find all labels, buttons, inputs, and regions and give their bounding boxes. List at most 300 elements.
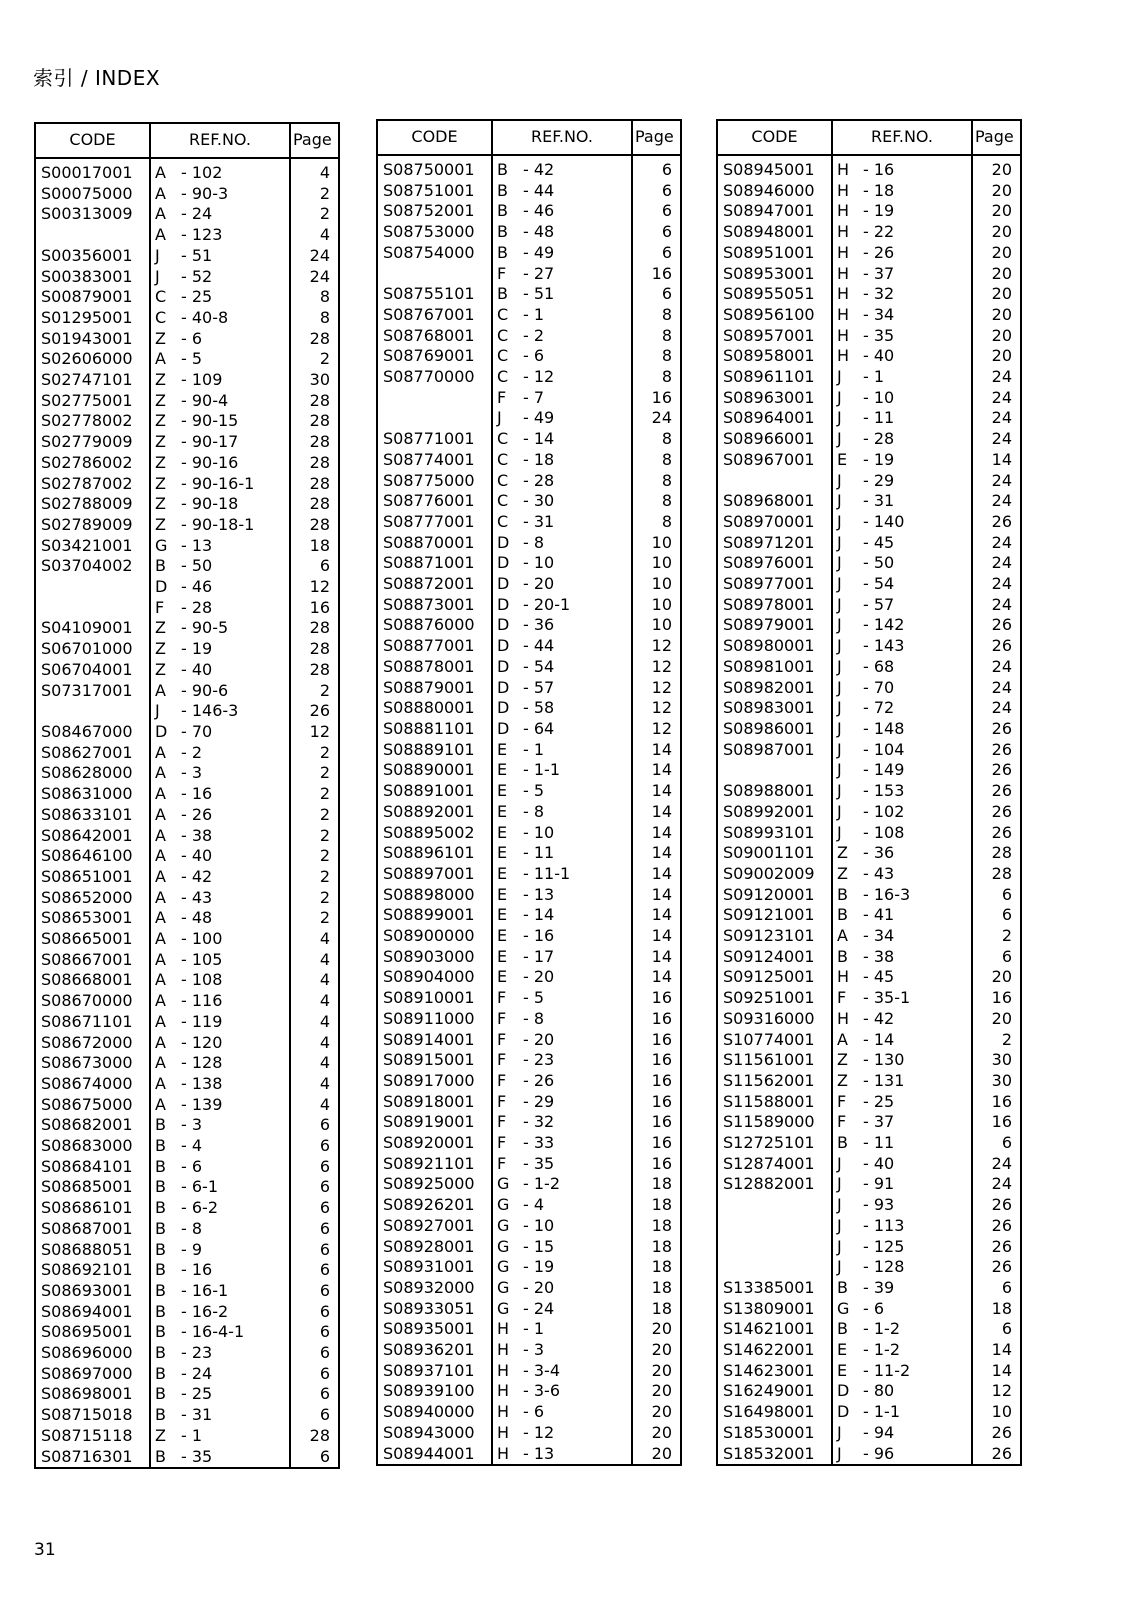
ref-section-letter: E bbox=[497, 843, 508, 863]
ref-number: - 14 bbox=[523, 905, 555, 925]
code-cell: S08951001 bbox=[718, 243, 832, 264]
table-row bbox=[378, 326, 680, 347]
table-row bbox=[378, 155, 680, 181]
table-row bbox=[718, 636, 1020, 657]
page-cell: 24 bbox=[991, 1174, 1012, 1194]
table-row bbox=[718, 740, 1020, 761]
page-cell: 12 bbox=[991, 1381, 1012, 1401]
table-row bbox=[718, 1154, 1020, 1175]
page-cell: 24 bbox=[991, 429, 1012, 449]
ref-no-cell bbox=[492, 1050, 632, 1071]
ref-section-letter: F bbox=[155, 597, 165, 617]
ref-number: - 90-4 bbox=[181, 390, 229, 410]
ref-section-letter: J bbox=[837, 491, 842, 511]
ref-section-letter: J bbox=[837, 822, 842, 842]
table-row bbox=[36, 846, 338, 867]
ref-no-cell bbox=[492, 305, 632, 326]
ref-number: - 22 bbox=[863, 222, 895, 242]
table-row bbox=[378, 781, 680, 802]
ref-section-letter: C bbox=[497, 429, 509, 449]
table-row bbox=[36, 349, 338, 370]
page-cell: 26 bbox=[991, 1215, 1012, 1235]
ref-number: - 68 bbox=[863, 656, 895, 676]
table-row bbox=[36, 287, 338, 308]
table-row bbox=[378, 284, 680, 305]
code-cell: S08896101 bbox=[378, 843, 492, 864]
page-cell: 2 bbox=[319, 349, 330, 369]
table-row bbox=[36, 1447, 338, 1468]
page-cell: 18 bbox=[651, 1236, 672, 1256]
code-cell: S13385001 bbox=[718, 1278, 832, 1299]
ref-no-cell bbox=[832, 243, 972, 264]
ref-no-cell bbox=[150, 1198, 290, 1219]
ref-section-letter: B bbox=[155, 1177, 166, 1197]
table-row bbox=[718, 1381, 1020, 1402]
ref-no-cell bbox=[492, 1071, 632, 1092]
ref-section-letter: A bbox=[155, 949, 166, 969]
ref-number: - 116 bbox=[181, 991, 223, 1011]
code-cell: S08633101 bbox=[36, 805, 150, 826]
ref-section-letter: B bbox=[155, 1136, 166, 1156]
ref-section-letter: C bbox=[497, 346, 509, 366]
ref-section-letter: D bbox=[497, 677, 510, 697]
ref-no-cell bbox=[150, 349, 290, 370]
ref-section-letter: J bbox=[497, 408, 502, 428]
table-row bbox=[718, 264, 1020, 285]
table-row bbox=[36, 888, 338, 909]
code-cell: S08627001 bbox=[36, 743, 150, 764]
ref-section-letter: F bbox=[497, 988, 507, 1008]
table-row bbox=[36, 453, 338, 474]
code-cell: S08979001 bbox=[718, 615, 832, 636]
code-cell: S08682001 bbox=[36, 1115, 150, 1136]
ref-no-cell bbox=[492, 429, 632, 450]
table-row bbox=[718, 222, 1020, 243]
ref-number: - 44 bbox=[523, 180, 555, 200]
ref-section-letter: B bbox=[837, 1133, 848, 1153]
ref-number: - 31 bbox=[181, 1405, 213, 1425]
ref-section-letter: F bbox=[497, 1112, 507, 1132]
page-cell: 8 bbox=[661, 511, 672, 531]
ref-no-cell bbox=[832, 864, 972, 885]
table-row bbox=[718, 843, 1020, 864]
ref-section-letter: A bbox=[155, 183, 166, 203]
page-cell: 12 bbox=[651, 636, 672, 656]
page-cell: 8 bbox=[661, 325, 672, 345]
code-cell: S08910001 bbox=[378, 988, 492, 1009]
page-cell: 14 bbox=[991, 1360, 1012, 1380]
code-cell: S00017001 bbox=[36, 158, 150, 184]
ref-number: - 70 bbox=[181, 721, 213, 741]
ref-section-letter: E bbox=[497, 967, 508, 987]
page-cell: 24 bbox=[991, 553, 1012, 573]
ref-number: - 36 bbox=[863, 843, 895, 863]
ref-section-letter: J bbox=[837, 429, 842, 449]
ref-number: - 4 bbox=[523, 1195, 545, 1215]
ref-no-cell bbox=[832, 1299, 972, 1320]
ref-number: - 25 bbox=[863, 1091, 895, 1111]
ref-no-cell bbox=[492, 1133, 632, 1154]
ref-no-cell bbox=[832, 740, 972, 761]
code-cell: S09251001 bbox=[718, 988, 832, 1009]
ref-section-letter: C bbox=[497, 511, 509, 531]
page-cell: 26 bbox=[991, 511, 1012, 531]
ref-no-cell bbox=[492, 864, 632, 885]
ref-section-letter: A bbox=[155, 970, 166, 990]
code-cell: S14622001 bbox=[718, 1340, 832, 1361]
ref-no-cell bbox=[150, 1322, 290, 1343]
ref-section-letter: G bbox=[497, 1298, 510, 1318]
ref-number: - 24 bbox=[523, 1298, 555, 1318]
index-table-2 bbox=[376, 119, 682, 1466]
code-cell: S08987001 bbox=[718, 740, 832, 761]
code-cell: S00356001 bbox=[36, 246, 150, 267]
page-cell: 2 bbox=[319, 908, 330, 928]
page-cell: 2 bbox=[319, 804, 330, 824]
page-cell: 6 bbox=[319, 1446, 330, 1466]
table-row bbox=[718, 1402, 1020, 1423]
page-cell: 6 bbox=[319, 1177, 330, 1197]
page-cell: 4 bbox=[319, 1032, 330, 1052]
table-row bbox=[36, 929, 338, 950]
ref-number: - 1-2 bbox=[863, 1340, 900, 1360]
ref-no-cell bbox=[150, 1157, 290, 1178]
page-cell: 4 bbox=[319, 970, 330, 990]
page-cell: 6 bbox=[319, 1136, 330, 1156]
code-cell bbox=[378, 408, 492, 429]
ref-no-cell bbox=[150, 329, 290, 350]
ref-section-letter: J bbox=[837, 470, 842, 490]
code-cell: S08932000 bbox=[378, 1278, 492, 1299]
header-row bbox=[378, 121, 680, 155]
page-cell: 26 bbox=[991, 718, 1012, 738]
table-row bbox=[718, 1071, 1020, 1092]
ref-no-cell bbox=[150, 763, 290, 784]
code-cell: S08880001 bbox=[378, 698, 492, 719]
ref-section-letter: H bbox=[497, 1402, 510, 1422]
ref-number: - 38 bbox=[181, 825, 213, 845]
table-row bbox=[718, 988, 1020, 1009]
code-cell: S10774001 bbox=[718, 1030, 832, 1051]
ref-section-letter: D bbox=[155, 721, 168, 741]
code-cell: S08685001 bbox=[36, 1177, 150, 1198]
code-cell: S08968001 bbox=[718, 491, 832, 512]
ref-section-letter: D bbox=[155, 577, 168, 597]
code-cell: S08878001 bbox=[378, 657, 492, 678]
page-cell: 18 bbox=[651, 1277, 672, 1297]
code-cell: S08945001 bbox=[718, 155, 832, 181]
code-cell: S13809001 bbox=[718, 1299, 832, 1320]
page-cell: 28 bbox=[309, 473, 330, 493]
code-cell: S08675000 bbox=[36, 1095, 150, 1116]
ref-number: - 20 bbox=[523, 1029, 555, 1049]
table-row bbox=[378, 471, 680, 492]
ref-number: - 6 bbox=[181, 1156, 203, 1176]
page-cell: 2 bbox=[1001, 926, 1012, 946]
code-cell: S08964001 bbox=[718, 408, 832, 429]
ref-no-cell bbox=[150, 370, 290, 391]
ref-section-letter: H bbox=[837, 1008, 850, 1028]
ref-section-letter: A bbox=[155, 1073, 166, 1093]
ref-number: - 42 bbox=[863, 1008, 895, 1028]
ref-number: - 14 bbox=[523, 429, 555, 449]
ref-no-cell bbox=[832, 698, 972, 719]
table-row bbox=[378, 1174, 680, 1195]
ref-no-cell bbox=[492, 1381, 632, 1402]
ref-section-letter: B bbox=[155, 1198, 166, 1218]
code-cell: S08981001 bbox=[718, 657, 832, 678]
ref-number: - 90-3 bbox=[181, 183, 229, 203]
page-cell: 14 bbox=[651, 801, 672, 821]
ref-no-cell bbox=[492, 346, 632, 367]
ref-section-letter: H bbox=[837, 284, 850, 304]
ref-number: - 1 bbox=[863, 367, 885, 387]
code-cell: S08947001 bbox=[718, 201, 832, 222]
ref-number: - 36 bbox=[523, 615, 555, 635]
ref-no-cell bbox=[492, 678, 632, 699]
code-cell: S08755101 bbox=[378, 284, 492, 305]
ref-section-letter: C bbox=[497, 470, 509, 490]
table-row bbox=[378, 1216, 680, 1237]
ref-number: - 43 bbox=[181, 887, 213, 907]
table-row bbox=[718, 1030, 1020, 1051]
ref-number: - 57 bbox=[863, 594, 895, 614]
page-cell: 10 bbox=[651, 532, 672, 552]
ref-section-letter: H bbox=[837, 222, 850, 242]
ref-number: - 23 bbox=[523, 1050, 555, 1070]
table-row bbox=[718, 1278, 1020, 1299]
code-cell: S08683000 bbox=[36, 1136, 150, 1157]
ref-number: - 16-3 bbox=[863, 884, 911, 904]
ref-number: - 128 bbox=[863, 1257, 905, 1277]
ref-no-cell bbox=[832, 1237, 972, 1258]
page-cell: 14 bbox=[651, 781, 672, 801]
page-cell: 2 bbox=[319, 204, 330, 224]
page-cell: 8 bbox=[661, 491, 672, 511]
table-row bbox=[718, 595, 1020, 616]
code-cell: S08768001 bbox=[378, 326, 492, 347]
ref-no-cell bbox=[832, 222, 972, 243]
table-row bbox=[378, 1278, 680, 1299]
ref-section-letter: C bbox=[155, 307, 167, 327]
code-cell: S08898000 bbox=[378, 885, 492, 906]
table-row bbox=[718, 367, 1020, 388]
page-cell: 6 bbox=[319, 1218, 330, 1238]
ref-no-cell bbox=[832, 843, 972, 864]
code-cell: S08988001 bbox=[718, 781, 832, 802]
ref-no-cell bbox=[150, 660, 290, 681]
ref-no-cell bbox=[492, 657, 632, 678]
table-row bbox=[378, 1319, 680, 1340]
table-row bbox=[36, 826, 338, 847]
ref-no-cell bbox=[832, 636, 972, 657]
code-cell: S08992001 bbox=[718, 802, 832, 823]
code-cell: S09123101 bbox=[718, 926, 832, 947]
ref-section-letter: H bbox=[497, 1360, 510, 1380]
ref-no-cell bbox=[832, 885, 972, 906]
table-row bbox=[718, 781, 1020, 802]
ref-number: - 19 bbox=[523, 1257, 555, 1277]
ref-section-letter: J bbox=[155, 266, 160, 286]
table-row bbox=[378, 512, 680, 533]
table-row bbox=[718, 1423, 1020, 1444]
page-cell: 6 bbox=[1001, 1133, 1012, 1153]
ref-section-letter: Z bbox=[837, 863, 848, 883]
ref-section-letter: Z bbox=[155, 390, 166, 410]
page-cell: 2 bbox=[1001, 1029, 1012, 1049]
ref-number: - 40-8 bbox=[181, 307, 229, 327]
code-cell: S12882001 bbox=[718, 1174, 832, 1195]
ref-no-cell bbox=[832, 1071, 972, 1092]
ref-section-letter: C bbox=[497, 491, 509, 511]
table-row bbox=[36, 1219, 338, 1240]
table-row bbox=[718, 678, 1020, 699]
table-row bbox=[378, 843, 680, 864]
ref-section-letter: Z bbox=[155, 473, 166, 493]
ref-section-letter: J bbox=[837, 656, 842, 676]
page-cell: 6 bbox=[319, 1405, 330, 1425]
page-cell: 18 bbox=[991, 1298, 1012, 1318]
ref-no-cell bbox=[492, 1340, 632, 1361]
ref-section-letter: E bbox=[497, 863, 508, 883]
ref-section-letter: J bbox=[837, 636, 842, 656]
code-cell: S08692101 bbox=[36, 1260, 150, 1281]
code-cell: S08986001 bbox=[718, 719, 832, 740]
page-cell: 28 bbox=[309, 452, 330, 472]
table-row bbox=[718, 967, 1020, 988]
page-cell: 18 bbox=[651, 1215, 672, 1235]
ref-number: - 25 bbox=[181, 287, 213, 307]
code-cell: S08931001 bbox=[378, 1257, 492, 1278]
ref-section-letter: J bbox=[837, 1195, 842, 1215]
table-row bbox=[378, 885, 680, 906]
code-cell: S16498001 bbox=[718, 1402, 832, 1423]
code-cell: S08881101 bbox=[378, 719, 492, 740]
ref-no-cell bbox=[150, 1095, 290, 1116]
page-cell: 2 bbox=[319, 846, 330, 866]
ref-no-cell bbox=[832, 719, 972, 740]
ref-section-letter: B bbox=[497, 180, 508, 200]
ref-number: - 35 bbox=[863, 325, 895, 345]
table-row bbox=[718, 615, 1020, 636]
index-grid bbox=[378, 121, 680, 1464]
page-cell: 8 bbox=[661, 470, 672, 490]
ref-no-cell bbox=[492, 408, 632, 429]
table-row bbox=[36, 411, 338, 432]
code-cell: S08976001 bbox=[718, 553, 832, 574]
ref-no-cell bbox=[492, 947, 632, 968]
ref-no-cell bbox=[150, 308, 290, 329]
page-cell: 2 bbox=[319, 866, 330, 886]
ref-number: - 96 bbox=[863, 1443, 895, 1463]
table-row bbox=[36, 391, 338, 412]
ref-no-cell bbox=[832, 1423, 972, 1444]
code-cell: S08971201 bbox=[718, 533, 832, 554]
ref-no-cell bbox=[492, 698, 632, 719]
page-cell: 24 bbox=[991, 532, 1012, 552]
ref-number: - 10 bbox=[523, 1215, 555, 1235]
ref-no-cell bbox=[492, 1092, 632, 1113]
ref-number: - 28 bbox=[181, 597, 213, 617]
code-cell: S08920001 bbox=[378, 1133, 492, 1154]
table-row bbox=[378, 1071, 680, 1092]
ref-no-cell bbox=[492, 967, 632, 988]
code-cell: S08953001 bbox=[718, 264, 832, 285]
ref-section-letter: Z bbox=[155, 494, 166, 514]
ref-section-letter: A bbox=[155, 1011, 166, 1031]
table-row bbox=[718, 305, 1020, 326]
ref-number: - 1-1 bbox=[863, 1402, 900, 1422]
table-row bbox=[36, 908, 338, 929]
ref-number: - 11 bbox=[523, 843, 555, 863]
table-row bbox=[36, 536, 338, 557]
code-cell bbox=[36, 598, 150, 619]
ref-section-letter: C bbox=[497, 367, 509, 387]
ref-number: - 20-1 bbox=[523, 594, 571, 614]
table-row bbox=[718, 155, 1020, 181]
ref-number: - 4 bbox=[181, 1136, 203, 1156]
ref-no-cell bbox=[832, 491, 972, 512]
ref-number: - 1-1 bbox=[523, 760, 560, 780]
table-row bbox=[36, 329, 338, 350]
ref-no-cell bbox=[492, 719, 632, 740]
code-cell: S18532001 bbox=[718, 1444, 832, 1465]
ref-no-cell bbox=[150, 639, 290, 660]
code-cell: S08890001 bbox=[378, 760, 492, 781]
code-cell: S08769001 bbox=[378, 346, 492, 367]
ref-section-letter: E bbox=[497, 926, 508, 946]
code-cell: S08948001 bbox=[718, 222, 832, 243]
page-cell: 26 bbox=[991, 739, 1012, 759]
ref-number: - 17 bbox=[523, 946, 555, 966]
ref-no-cell bbox=[832, 408, 972, 429]
page-cell: 26 bbox=[991, 1257, 1012, 1277]
ref-section-letter: Z bbox=[837, 1070, 848, 1090]
ref-no-cell bbox=[492, 1112, 632, 1133]
code-cell: S08956100 bbox=[718, 305, 832, 326]
page-cell: 28 bbox=[309, 390, 330, 410]
page-cell: 4 bbox=[319, 949, 330, 969]
page-cell: 8 bbox=[661, 304, 672, 324]
ref-number: - 57 bbox=[523, 677, 555, 697]
ref-number: - 40 bbox=[863, 1153, 895, 1173]
page-cell: 16 bbox=[991, 1112, 1012, 1132]
code-cell: S08770000 bbox=[378, 367, 492, 388]
code-cell: S08980001 bbox=[718, 636, 832, 657]
page-cell: 18 bbox=[309, 535, 330, 555]
page-cell: 14 bbox=[651, 926, 672, 946]
code-cell: S08631000 bbox=[36, 784, 150, 805]
page-header: Page bbox=[972, 121, 1020, 155]
index-grid bbox=[36, 124, 338, 1467]
code-header: CODE bbox=[718, 121, 832, 155]
table-row bbox=[718, 1299, 1020, 1320]
code-cell: S08674000 bbox=[36, 1074, 150, 1095]
ref-section-letter: E bbox=[837, 1340, 848, 1360]
page-header: Page bbox=[290, 124, 338, 158]
ref-number: - 139 bbox=[181, 1094, 223, 1114]
ref-no-cell bbox=[492, 823, 632, 844]
ref-section-letter: D bbox=[497, 698, 510, 718]
page-cell: 20 bbox=[991, 263, 1012, 283]
ref-section-letter: A bbox=[155, 825, 166, 845]
ref-number: - 8 bbox=[181, 1218, 203, 1238]
table-row bbox=[718, 553, 1020, 574]
ref-section-letter: B bbox=[837, 1319, 848, 1339]
ref-number: - 3 bbox=[523, 1340, 545, 1360]
page-cell: 6 bbox=[319, 1260, 330, 1280]
ref-section-letter: B bbox=[155, 1301, 166, 1321]
